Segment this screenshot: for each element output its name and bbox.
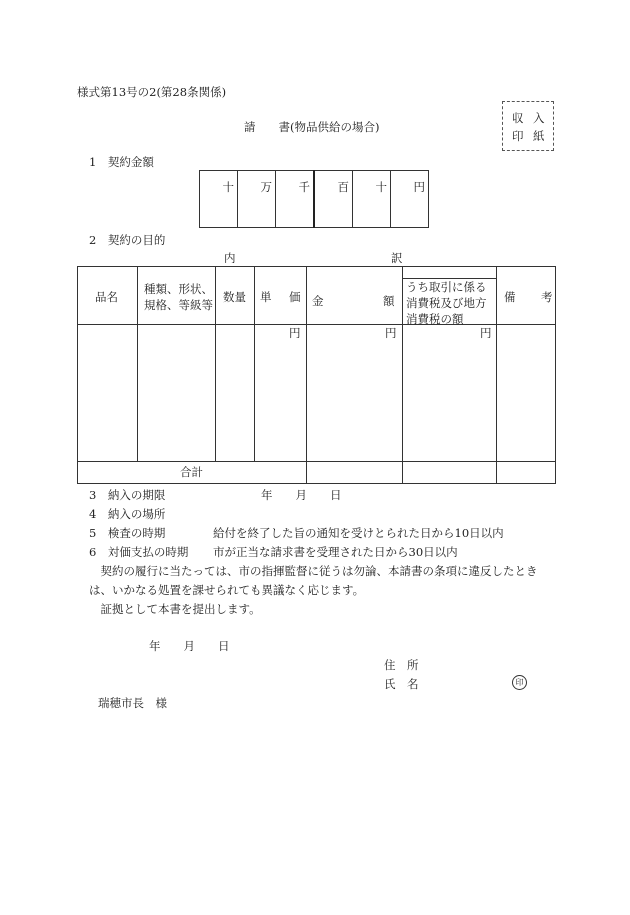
header-tanka-1: 単: [260, 290, 272, 304]
payment-timing: 市が正当な請求書を受理された日から30日以内: [213, 545, 458, 559]
header-biko-2: 考: [541, 290, 553, 304]
digit-cell[interactable]: [200, 171, 238, 228]
stamp-char: 入: [533, 111, 545, 125]
header-tanka-2: 価: [289, 290, 301, 304]
section4-label: 4 納入の場所: [89, 507, 166, 521]
digit-label: 十: [375, 180, 387, 194]
header-suryo: 数量: [223, 290, 246, 304]
header-tax-2: 消費税及び地方: [406, 296, 487, 310]
digit-label: 千: [298, 180, 310, 194]
paragraph-line: は、いかなる処置を課せられても異議なく応じます。: [89, 583, 365, 597]
header-hinmei: 品名: [95, 290, 118, 304]
paragraph-line: 証拠として本書を提出します。: [89, 602, 261, 616]
signature-date: 年 月 日: [149, 639, 230, 653]
stamp-char: 紙: [533, 129, 545, 143]
digit-cell[interactable]: [314, 171, 353, 228]
section6-label: 6 対価支払の時期: [89, 545, 189, 559]
header-kingaku-2: 額: [383, 294, 395, 308]
digit-label: 百: [337, 180, 349, 194]
header-shurui-2: 規格、等級等: [144, 298, 213, 312]
addressee: 瑞穂市長 様: [98, 696, 167, 710]
header-kingaku-1: 金: [312, 294, 324, 308]
digit-cell[interactable]: [353, 171, 391, 228]
yen-unit: 円: [480, 326, 492, 340]
seal-mark: 印: [512, 675, 527, 690]
delivery-deadline-date: 年 月 日: [261, 488, 342, 502]
yen-unit: 円: [289, 326, 301, 340]
yen-unit: 円: [385, 326, 397, 340]
contract-amount-grid: [199, 170, 429, 228]
breakdown-wake: 訳: [391, 251, 403, 265]
digit-cell[interactable]: [391, 171, 429, 228]
stamp-char: 印: [512, 129, 524, 143]
revenue-stamp-box: [502, 101, 554, 151]
section2-label: 2 契約の目的: [89, 233, 166, 247]
header-biko-1: 備: [504, 290, 516, 304]
digit-cell[interactable]: [276, 171, 315, 228]
header-tax-3: 消費税の額: [406, 312, 464, 326]
section3-label: 3 納入の期限: [89, 488, 166, 502]
stamp-char: 収: [512, 111, 524, 125]
total-label: 合計: [180, 465, 203, 479]
breakdown-uchi: 内: [224, 251, 236, 265]
paragraph-line: 契約の履行に当たっては、市の指揮監督に従うは勿論、本請書の条項に違反したとき: [89, 564, 538, 578]
breakdown-table: [77, 266, 556, 484]
digit-label: 円: [413, 180, 425, 194]
header-tax-1: うち取引に係る: [406, 280, 487, 294]
inspection-timing: 給付を終了した旨の通知を受けとられた日から10日以内: [213, 526, 504, 540]
page-title: 請 書(物品供給の場合): [244, 120, 380, 134]
section5-label: 5 検査の時期: [89, 526, 166, 540]
digit-cell[interactable]: [238, 171, 276, 228]
header-shurui-1: 種類、形状、: [144, 282, 213, 296]
name-label: 氏 名: [384, 677, 419, 691]
address-label: 住 所: [384, 658, 419, 672]
form-number: 様式第13号の2(第28条関係): [77, 85, 227, 99]
section1-label: 1 契約金額: [89, 155, 154, 169]
digit-label: 万: [260, 180, 272, 194]
digit-label: 十: [222, 180, 234, 194]
